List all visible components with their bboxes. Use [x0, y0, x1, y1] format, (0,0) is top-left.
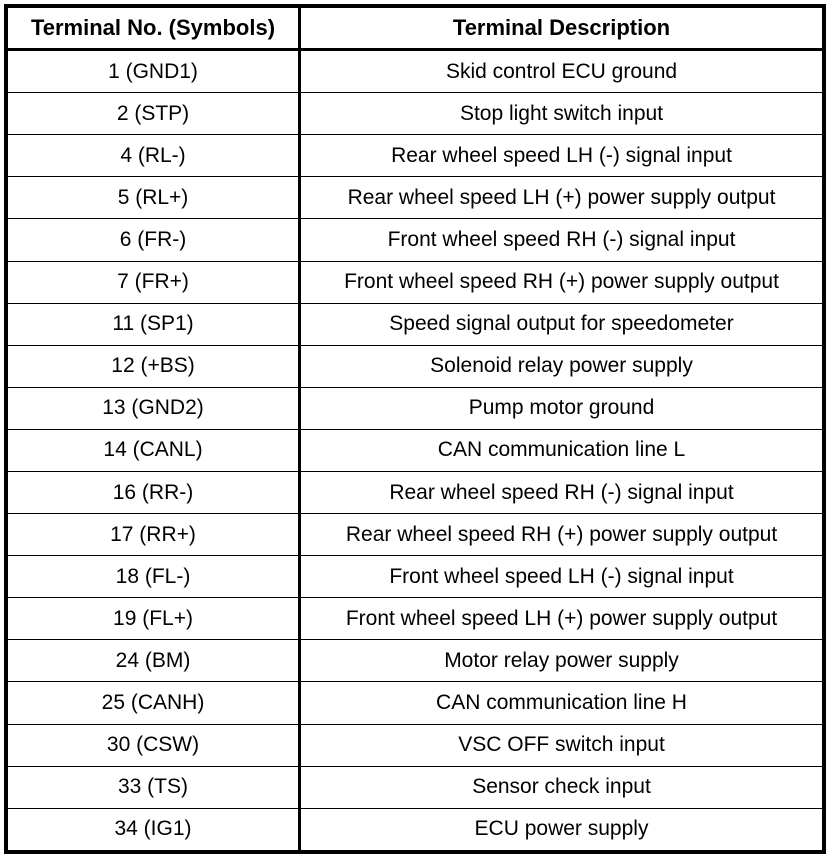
terminal-description-cell: VSC OFF switch input: [300, 724, 823, 766]
terminal-description-cell: CAN communication line L: [300, 429, 823, 471]
terminal-description-cell: Rear wheel speed LH (-) signal input: [300, 135, 823, 177]
table-row: [8, 303, 823, 345]
table-row: [8, 471, 823, 513]
terminal-table-frame: [4, 4, 826, 854]
terminal-table: [7, 7, 823, 851]
terminal-description-cell: ECU power supply: [300, 808, 823, 850]
terminal-no-cell: 7 (FR+): [8, 261, 300, 303]
table-row: [8, 598, 823, 640]
table-row: [8, 261, 823, 303]
terminal-no-cell: 11 (SP1): [8, 303, 300, 345]
terminal-no-cell: 30 (CSW): [8, 724, 300, 766]
terminal-no-cell: 13 (GND2): [8, 387, 300, 429]
terminal-description-cell: Front wheel speed LH (-) signal input: [300, 556, 823, 598]
terminal-no-cell: 33 (TS): [8, 766, 300, 808]
table-row: [8, 724, 823, 766]
table-row: [8, 219, 823, 261]
terminal-description-cell: Front wheel speed RH (-) signal input: [300, 219, 823, 261]
terminal-description-cell: Sensor check input: [300, 766, 823, 808]
terminal-no-cell: 25 (CANH): [8, 682, 300, 724]
table-row: [8, 345, 823, 387]
table-row: [8, 135, 823, 177]
terminal-description-cell: Motor relay power supply: [300, 640, 823, 682]
terminal-no-cell: 17 (RR+): [8, 514, 300, 556]
table-row: [8, 808, 823, 850]
terminal-no-cell: 19 (FL+): [8, 598, 300, 640]
terminal-description-cell: Pump motor ground: [300, 387, 823, 429]
terminal-description-cell: Front wheel speed RH (+) power supply output: [300, 261, 823, 303]
terminal-no-cell: 34 (IG1): [8, 808, 300, 850]
header-terminal-description: Terminal Description: [300, 8, 823, 50]
table-row: [8, 514, 823, 556]
terminal-description-cell: Rear wheel speed LH (+) power supply output: [300, 177, 823, 219]
table-row: [8, 640, 823, 682]
table-header-row: [8, 8, 823, 50]
terminal-no-cell: 14 (CANL): [8, 429, 300, 471]
terminal-description-cell: Front wheel speed LH (+) power supply output: [300, 598, 823, 640]
terminal-no-cell: 16 (RR-): [8, 471, 300, 513]
terminal-no-cell: 12 (+BS): [8, 345, 300, 387]
table-row: [8, 682, 823, 724]
table-row: [8, 429, 823, 471]
terminal-no-cell: 5 (RL+): [8, 177, 300, 219]
terminal-description-cell: CAN communication line H: [300, 682, 823, 724]
table-row: [8, 387, 823, 429]
table-row: [8, 93, 823, 135]
header-terminal-no: Terminal No. (Symbols): [8, 8, 300, 50]
terminal-description-cell: Solenoid relay power supply: [300, 345, 823, 387]
terminal-description-cell: Rear wheel speed RH (-) signal input: [300, 471, 823, 513]
terminal-no-cell: 1 (GND1): [8, 50, 300, 93]
table-row: [8, 177, 823, 219]
table-row: [8, 766, 823, 808]
table-row: [8, 50, 823, 93]
terminal-no-cell: 18 (FL-): [8, 556, 300, 598]
terminal-description-cell: Rear wheel speed RH (+) power supply output: [300, 514, 823, 556]
terminal-description-cell: Stop light switch input: [300, 93, 823, 135]
table-body: [8, 50, 823, 851]
terminal-description-cell: Skid control ECU ground: [300, 50, 823, 93]
terminal-no-cell: 6 (FR-): [8, 219, 300, 261]
terminal-no-cell: 2 (STP): [8, 93, 300, 135]
terminal-no-cell: 4 (RL-): [8, 135, 300, 177]
terminal-no-cell: 24 (BM): [8, 640, 300, 682]
terminal-description-cell: Speed signal output for speedometer: [300, 303, 823, 345]
table-row: [8, 556, 823, 598]
